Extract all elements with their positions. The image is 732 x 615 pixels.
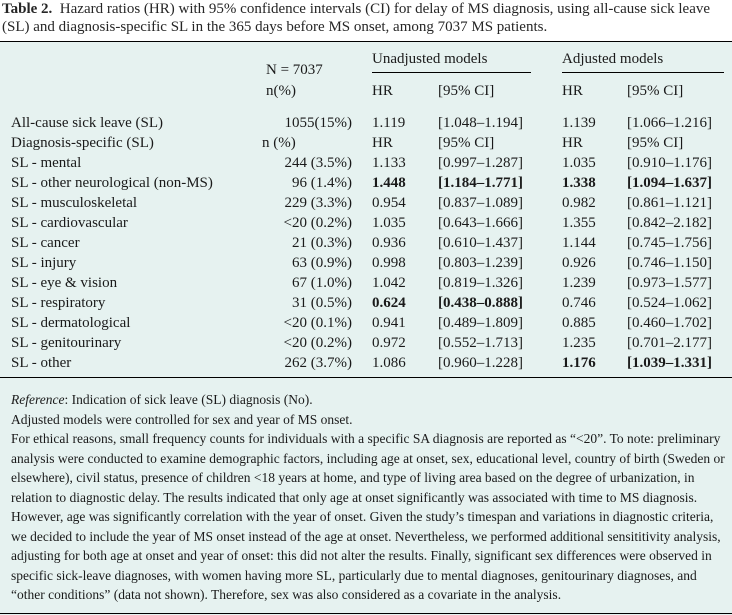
header-unadjusted-underline (372, 72, 531, 73)
row-n-percent: 67 (1.0%) (292, 275, 352, 291)
row-label: SL - genitourinary (11, 335, 122, 351)
table-row (0, 273, 732, 293)
footnote-bottom-rule (0, 613, 732, 614)
header-ci-unadjusted: [95% CI] (438, 83, 495, 99)
row-label: SL - other (11, 355, 72, 371)
row-ci-adjusted: [0.973–1.577] (627, 275, 712, 291)
row-ci-adjusted: [0.524–1.062] (627, 295, 712, 311)
row-ci-adjusted: [0.842–2.182] (627, 215, 712, 231)
row-hr-adjusted: 1.176 (562, 355, 596, 371)
header-n-total: N = 7037 (266, 62, 323, 78)
row-n-percent: 63 (0.9%) (292, 255, 352, 271)
row-hr-adjusted: 0.746 (562, 295, 596, 311)
row-hr-adjusted: 1.235 (562, 335, 596, 351)
row-ci-adjusted: [95% CI] (627, 135, 684, 151)
table-caption (0, 0, 732, 36)
footnote-reference-text: : Indication of sick leave (SL) diagnosis (No). (64, 392, 313, 407)
row-hr-adjusted: 1.035 (562, 155, 596, 171)
header-n-percent: n(%) (266, 83, 296, 99)
row-n-percent: 244 (3.5%) (284, 155, 352, 171)
table-row (0, 253, 732, 273)
row-hr-unadjusted: 1.119 (372, 115, 406, 131)
row-n-percent: 229 (3.3%) (284, 195, 352, 211)
row-ci-unadjusted: [0.819–1.326] (438, 275, 523, 291)
row-ci-adjusted: [1.094–1.637] (627, 175, 712, 191)
row-hr-unadjusted: 0.936 (372, 235, 406, 251)
row-ci-unadjusted: [0.438–0.888] (438, 295, 523, 311)
row-hr-unadjusted: 1.086 (372, 355, 406, 371)
row-hr-unadjusted: 0.954 (372, 195, 406, 211)
header-adjusted-underline (562, 72, 724, 73)
table-row (0, 293, 732, 313)
row-n-percent: <20 (0.2%) (283, 215, 352, 231)
header-adjusted-models: Adjusted models (562, 51, 664, 67)
row-n-percent: 31 (0.5%) (292, 295, 352, 311)
row-ci-unadjusted: [0.552–1.713] (438, 335, 523, 351)
row-ci-adjusted: [0.910–1.176] (627, 155, 712, 171)
row-hr-adjusted: 1.355 (562, 215, 596, 231)
row-n-percent: n (%) (262, 135, 296, 151)
table-footnotes (11, 390, 727, 605)
row-hr-adjusted: 0.926 (562, 255, 596, 271)
row-label: SL - cancer (11, 235, 80, 251)
row-hr-adjusted: 1.239 (562, 275, 596, 291)
row-label: SL - respiratory (11, 295, 106, 311)
row-ci-unadjusted: [1.184–1.771] (438, 175, 523, 191)
row-label: SL - dermatological (11, 315, 131, 331)
row-hr-adjusted: HR (562, 135, 583, 151)
header-hr-unadjusted: HR (372, 83, 393, 99)
row-hr-unadjusted: HR (372, 135, 393, 151)
row-n-percent: 21 (0.3%) (292, 235, 352, 251)
footnote-reference-label: Reference (11, 392, 65, 407)
row-label: Diagnosis-specific (SL) (11, 135, 154, 151)
row-ci-unadjusted: [0.489–1.809] (438, 315, 523, 331)
row-ci-unadjusted: [0.643–1.666] (438, 215, 523, 231)
row-hr-unadjusted: 1.042 (372, 275, 406, 291)
footnote-ethics: For ethical reasons, small frequency counts for individuals with a specific SA diagnosis are reported as “<20”. To note: preliminary analysis were conducted to examine demographic factors, including age at onset, sex, educational level, country of birth (Sweden or elsewhere), civil status, presence of children <18 years at home, and type of living area based on the degree of urbanization, in relation to diagnostic delay. The results indicated that only age at onset significantly was associated with time to MS diagnosis. However, age was significantly correlation with the year of onset. Given the study’s timespan and variations in diagnostic criteria, we decided to include the year of MS onset instead of the age at onset. Nevertheless, we performed additional sensititivity analysis, adjusting for both age at onset and year of onset: this did not alter the results. Finally, significant sex differences were observed in specific sick-leave diagnoses, with women having more SL, particularly due to mental diagnoses, genitourinary diagnoses, and “other conditions” (data not shown). Therefore, sex was also considered as a covariate in the analysis. (11, 431, 725, 602)
table-row (0, 133, 732, 153)
table-caption-text: Hazard ratios (HR) with 95% confidence intervals (CI) for delay of MS diagnosis, using all-cause sick leave (SL) and diagnosis-specific SL in the 365 days before MS onset, among 7037 MS patients. (2, 1, 711, 35)
footnote-reference (11, 390, 727, 410)
row-hr-adjusted: 1.338 (562, 175, 596, 191)
header-unadjusted-models: Unadjusted models (372, 51, 488, 67)
footnote-adjusted: Adjusted models were controlled for sex and year of MS onset. (11, 411, 353, 427)
row-ci-unadjusted: [0.837–1.089] (438, 195, 523, 211)
row-n-percent: 96 (1.4%) (292, 175, 352, 191)
row-label: SL - other neurological (non-MS) (11, 175, 213, 191)
header-hr-adjusted: HR (562, 83, 583, 99)
row-label: SL - injury (11, 255, 77, 271)
row-ci-unadjusted: [0.803–1.239] (438, 255, 523, 271)
row-hr-unadjusted: 0.624 (372, 295, 406, 311)
row-label: SL - eye & vision (11, 275, 118, 291)
row-hr-unadjusted: 1.448 (372, 175, 406, 191)
row-ci-adjusted: [1.066–1.216] (627, 115, 712, 131)
row-n-percent: 262 (3.7%) (284, 355, 352, 371)
row-hr-adjusted: 1.139 (562, 115, 596, 131)
table-row (0, 233, 732, 253)
row-hr-unadjusted: 0.941 (372, 315, 406, 331)
row-ci-unadjusted: [0.997–1.287] (438, 155, 523, 171)
row-label: SL - mental (11, 155, 82, 171)
row-label: SL - musculoskeletal (11, 195, 138, 211)
row-ci-unadjusted: [1.048–1.194] (438, 115, 523, 131)
row-ci-adjusted: [0.701–2.177] (627, 335, 712, 351)
row-n-percent: 1055(15%) (284, 115, 352, 131)
table-row (0, 193, 732, 213)
table-row (0, 333, 732, 353)
row-ci-adjusted: [0.745–1.756] (627, 235, 712, 251)
row-label: SL - cardiovascular (11, 215, 128, 231)
row-n-percent: <20 (0.2%) (283, 335, 352, 351)
row-ci-adjusted: [0.861–1.121] (627, 195, 712, 211)
row-label: All-cause sick leave (SL) (11, 115, 164, 131)
row-ci-unadjusted: [0.960–1.228] (438, 355, 523, 371)
row-n-percent: <20 (0.1%) (283, 315, 352, 331)
row-ci-unadjusted: [0.610–1.437] (438, 235, 523, 251)
table-row (0, 313, 732, 333)
row-hr-unadjusted: 1.133 (372, 155, 406, 171)
table-row (0, 113, 732, 133)
row-hr-adjusted: 1.144 (562, 235, 596, 251)
row-ci-adjusted: [1.039–1.331] (627, 355, 712, 371)
row-hr-adjusted: 0.885 (562, 315, 596, 331)
row-ci-adjusted: [0.460–1.702] (627, 315, 712, 331)
row-ci-adjusted: [0.746–1.150] (627, 255, 712, 271)
table-row (0, 213, 732, 233)
row-hr-unadjusted: 1.035 (372, 215, 406, 231)
table-row (0, 153, 732, 173)
table-caption-label: Table 2. (2, 1, 53, 17)
header-ci-adjusted: [95% CI] (627, 83, 684, 99)
row-hr-adjusted: 0.982 (562, 195, 596, 211)
table-row (0, 173, 732, 193)
table-row (0, 353, 732, 373)
row-ci-unadjusted: [95% CI] (438, 135, 495, 151)
row-hr-unadjusted: 0.998 (372, 255, 406, 271)
row-hr-unadjusted: 0.972 (372, 335, 406, 351)
